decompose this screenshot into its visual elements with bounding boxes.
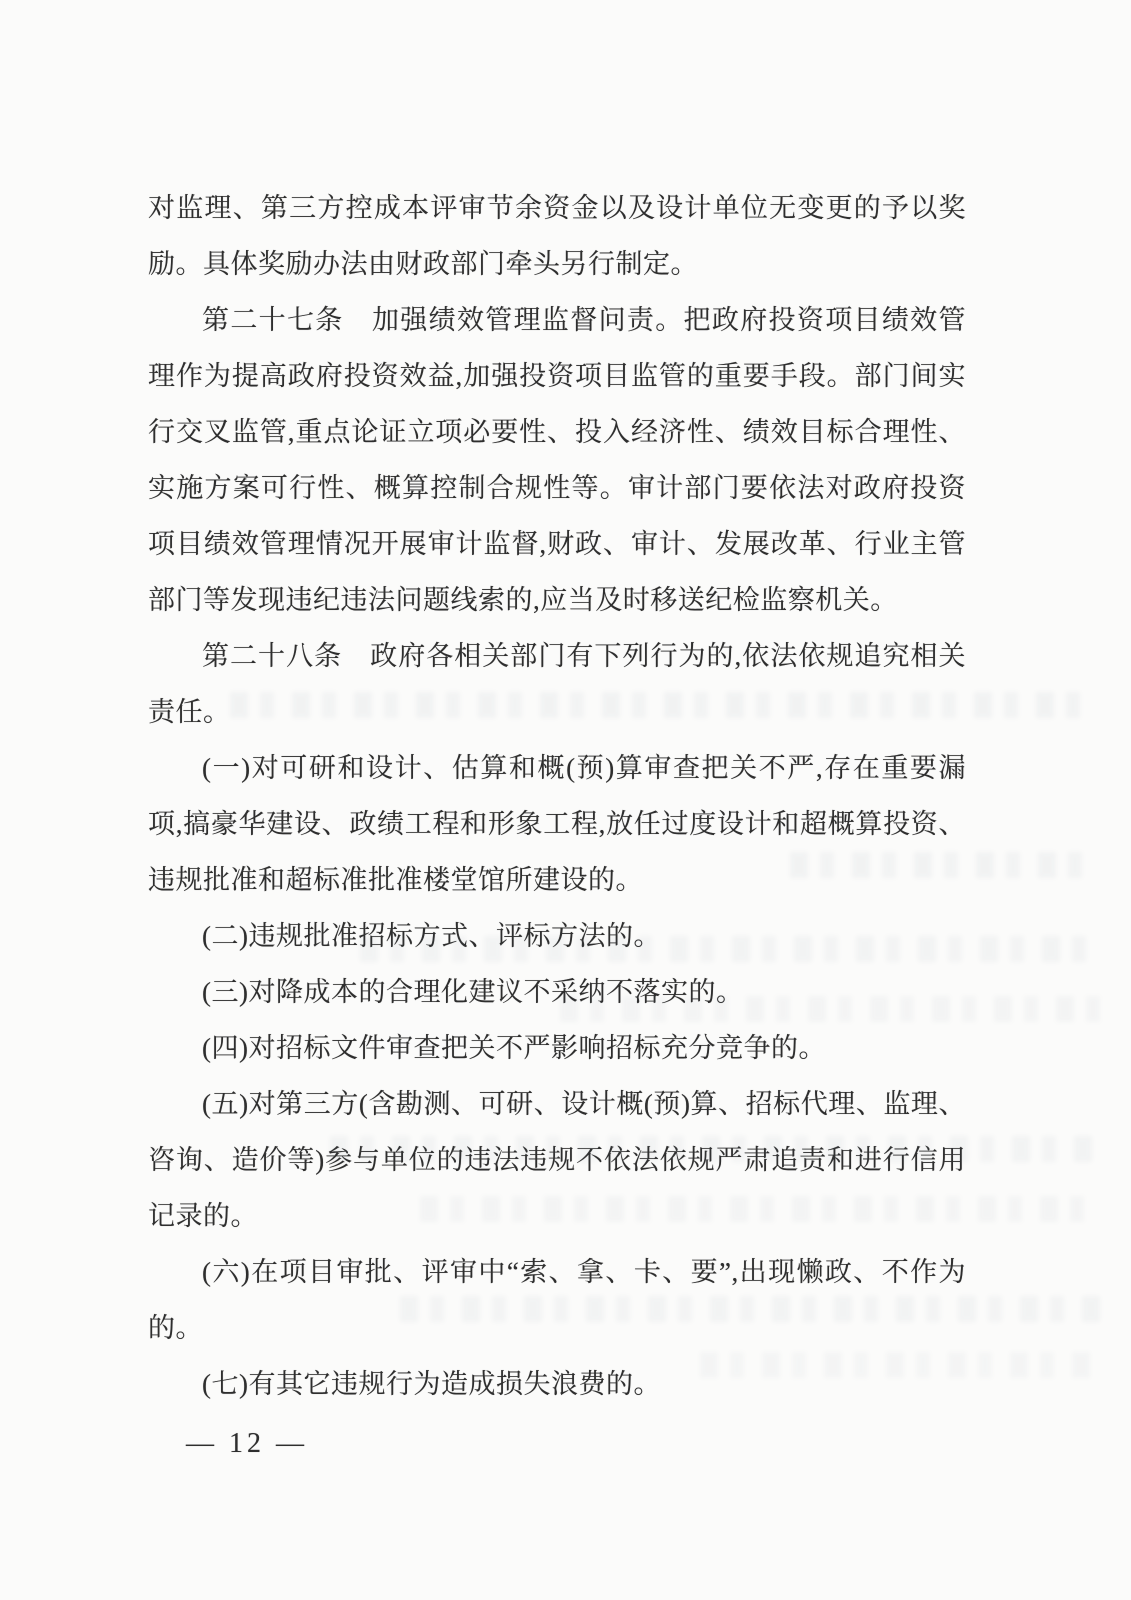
- article-28-item-2: (二)违规批准招标方式、评标方法的。: [202, 921, 661, 951]
- document-body: [148, 180, 966, 1412]
- article-28-item-3: (三)对降成本的合理化建议不采纳不落实的。: [202, 977, 744, 1007]
- article-28-item-6: (六)在项目审批、评审中“索、拿、卡、要”,出现懒政、不作为的。: [148, 1257, 966, 1343]
- article-28-item-4: (四)对招标文件审查把关不严影响招标充分竞争的。: [202, 1033, 826, 1063]
- page-number: — 12 —: [186, 1428, 308, 1459]
- para-reward-continuation: 对监理、第三方控成本评审节余资金以及设计单位无变更的予以奖励。具体奖励办法由财政部门牵头另行制定。: [148, 193, 966, 279]
- article-27: 第二十七条 加强绩效管理监督问责。把政府投资项目绩效管理作为提高政府投资效益,加强投资项目监管的重要手段。部门间实行交叉监管,重点论证立项必要性、投入经济性、绩效目标合理性、实施方案可行性、概算控制合规性等。审计部门要依法对政府投资项目绩效管理情况开展审计监督,财政、审计、发展改革、行业主管部门等发现违纪违法问题线索的,应当及时移送纪检监察机关。: [148, 305, 966, 615]
- article-28-item-1: (一)对可研和设计、估算和概(预)算审查把关不严,存在重要漏项,搞豪华建设、政绩工程和形象工程,放任过度设计和超概算投资、违规批准和超标准批准楼堂馆所建设的。: [148, 753, 966, 895]
- article-28: 第二十八条 政府各相关部门有下列行为的,依法依规追究相关责任。: [148, 641, 966, 727]
- article-28-item-7: (七)有其它违规行为造成损失浪费的。: [202, 1369, 661, 1399]
- article-28-item-5: (五)对第三方(含勘测、可研、设计概(预)算、招标代理、监理、咨询、造价等)参与单位的违法违规不依法依规严肃追责和进行信用记录的。: [148, 1089, 966, 1231]
